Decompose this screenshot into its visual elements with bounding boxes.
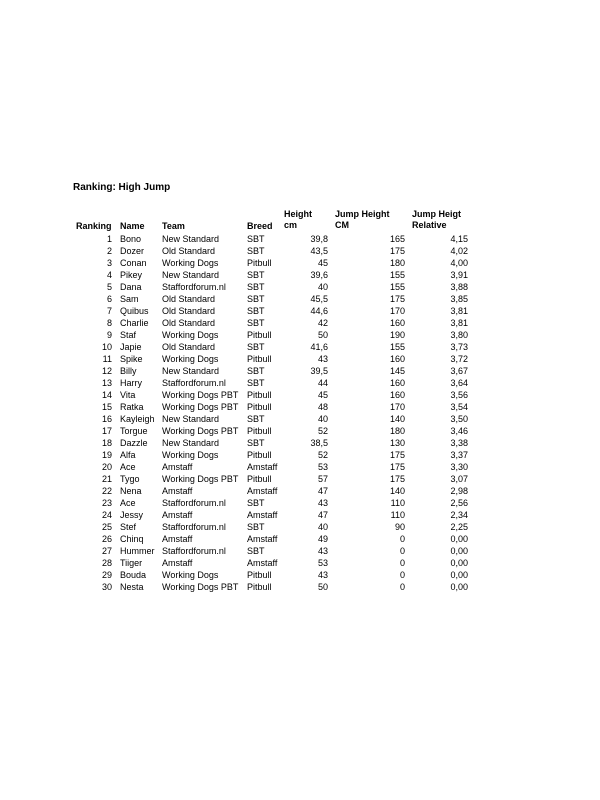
- cell-team: Amstaff: [162, 534, 193, 544]
- cell-jump-relative: 3,50: [450, 414, 468, 424]
- cell-team: Staffordforum.nl: [162, 378, 226, 388]
- table-row: [0, 449, 600, 461]
- cell-ranking: 5: [106, 282, 112, 292]
- cell-team: New Standard: [162, 414, 220, 424]
- cell-height: 49: [317, 534, 328, 544]
- cell-jump-height: 175: [389, 294, 405, 304]
- cell-breed: SBT: [247, 306, 265, 316]
- cell-team: New Standard: [162, 234, 220, 244]
- cell-height: 48: [317, 402, 328, 412]
- table-row: [0, 497, 600, 509]
- table-row: [0, 269, 600, 281]
- cell-height: 39,6: [310, 270, 328, 280]
- table-row: [0, 473, 600, 485]
- cell-team: New Standard: [162, 366, 220, 376]
- table-row: [0, 545, 600, 557]
- cell-name: Tiiger: [120, 558, 143, 568]
- cell-name: Ace: [120, 462, 136, 472]
- table-row: [0, 341, 600, 353]
- cell-ranking: 9: [106, 330, 112, 340]
- cell-breed: Amstaff: [247, 534, 278, 544]
- table-row: [0, 401, 600, 413]
- cell-team: Working Dogs PBT: [162, 402, 239, 412]
- cell-jump-height: 175: [389, 474, 405, 484]
- table-row: [0, 485, 600, 497]
- table-row: [0, 521, 600, 533]
- cell-name: Billy: [120, 366, 137, 376]
- cell-name: Ace: [120, 498, 136, 508]
- header-height-line2: cm: [284, 220, 298, 230]
- cell-name: Nena: [120, 486, 142, 496]
- cell-breed: Pitbull: [247, 390, 272, 400]
- cell-breed: SBT: [247, 270, 265, 280]
- cell-height: 43: [317, 354, 328, 364]
- cell-jump-height: 130: [389, 438, 405, 448]
- cell-jump-relative: 4,00: [450, 258, 468, 268]
- table-row: [0, 233, 600, 245]
- cell-height: 53: [317, 558, 328, 568]
- header-jump-line1: Jump Height: [335, 209, 390, 219]
- cell-jump-relative: 3,81: [450, 306, 468, 316]
- cell-jump-relative: 3,72: [450, 354, 468, 364]
- cell-ranking: 14: [101, 390, 112, 400]
- cell-name: Spike: [120, 354, 143, 364]
- cell-jump-relative: 3,54: [450, 402, 468, 412]
- cell-ranking: 25: [101, 522, 112, 532]
- ranking-table-body: [0, 233, 600, 593]
- cell-height: 40: [317, 522, 328, 532]
- cell-ranking: 10: [101, 342, 112, 352]
- cell-height: 41,6: [310, 342, 328, 352]
- cell-team: Working Dogs: [162, 450, 219, 460]
- cell-breed: Pitbull: [247, 426, 272, 436]
- cell-jump-height: 0: [399, 582, 405, 592]
- cell-team: Old Standard: [162, 318, 216, 328]
- cell-height: 53: [317, 462, 328, 472]
- cell-jump-relative: 0,00: [450, 546, 468, 556]
- cell-jump-relative: 0,00: [450, 558, 468, 568]
- cell-jump-relative: 0,00: [450, 582, 468, 592]
- cell-breed: SBT: [247, 438, 265, 448]
- cell-jump-height: 110: [390, 510, 405, 520]
- cell-team: Working Dogs PBT: [162, 582, 239, 592]
- cell-ranking: 16: [101, 414, 112, 424]
- table-row: [0, 425, 600, 437]
- cell-height: 47: [317, 486, 328, 496]
- cell-jump-height: 0: [399, 558, 405, 568]
- cell-team: Working Dogs: [162, 330, 219, 340]
- cell-breed: SBT: [247, 414, 265, 424]
- cell-jump-height: 145: [389, 366, 405, 376]
- cell-ranking: 1: [106, 234, 112, 244]
- cell-name: Torgue: [120, 426, 148, 436]
- cell-height: 42: [317, 318, 328, 328]
- cell-name: Chinq: [120, 534, 144, 544]
- cell-ranking: 27: [101, 546, 112, 556]
- cell-breed: SBT: [247, 234, 265, 244]
- cell-name: Staf: [120, 330, 137, 340]
- cell-jump-height: 180: [389, 426, 405, 436]
- cell-name: Vita: [120, 390, 136, 400]
- cell-name: Stef: [120, 522, 137, 532]
- cell-ranking: 3: [106, 258, 112, 268]
- cell-breed: SBT: [247, 498, 265, 508]
- cell-breed: Pitbull: [247, 582, 272, 592]
- cell-breed: Pitbull: [247, 474, 272, 484]
- table-row: [0, 293, 600, 305]
- cell-jump-height: 155: [389, 282, 405, 292]
- cell-ranking: 12: [101, 366, 112, 376]
- cell-jump-relative: 4,15: [450, 234, 468, 244]
- header-rel-line2: Relative: [412, 220, 447, 230]
- table-row: [0, 257, 600, 269]
- cell-breed: SBT: [247, 246, 265, 256]
- cell-ranking: 18: [101, 438, 112, 448]
- cell-name: Bono: [120, 234, 142, 244]
- cell-breed: SBT: [247, 522, 265, 532]
- cell-ranking: 17: [101, 426, 112, 436]
- cell-name: Bouda: [120, 570, 147, 580]
- cell-ranking: 4: [106, 270, 112, 280]
- cell-jump-height: 180: [389, 258, 405, 268]
- cell-jump-height: 190: [389, 330, 405, 340]
- cell-ranking: 20: [101, 462, 112, 472]
- cell-breed: Amstaff: [247, 462, 278, 472]
- cell-ranking: 22: [101, 486, 112, 496]
- cell-height: 39,5: [310, 366, 328, 376]
- table-row: [0, 377, 600, 389]
- cell-team: Old Standard: [162, 342, 216, 352]
- cell-breed: SBT: [247, 342, 265, 352]
- cell-jump-height: 160: [389, 318, 405, 328]
- cell-jump-height: 0: [399, 570, 405, 580]
- cell-breed: SBT: [247, 294, 265, 304]
- cell-height: 43: [317, 498, 328, 508]
- cell-ranking: 26: [101, 534, 112, 544]
- cell-breed: Amstaff: [247, 486, 278, 496]
- table-row: [0, 569, 600, 581]
- cell-jump-height: 175: [389, 450, 405, 460]
- cell-height: 45,5: [310, 294, 328, 304]
- cell-name: Sam: [120, 294, 139, 304]
- cell-height: 52: [317, 450, 328, 460]
- cell-team: Amstaff: [162, 462, 193, 472]
- cell-jump-height: 110: [390, 498, 405, 508]
- cell-team: Staffordforum.nl: [162, 282, 226, 292]
- cell-jump-relative: 3,38: [450, 438, 468, 448]
- header-name: Name: [120, 221, 145, 231]
- cell-team: Staffordforum.nl: [162, 522, 226, 532]
- table-row: [0, 329, 600, 341]
- cell-jump-relative: 2,34: [450, 510, 468, 520]
- table-row: [0, 533, 600, 545]
- table-row: [0, 317, 600, 329]
- cell-breed: SBT: [247, 318, 265, 328]
- header-height: [284, 209, 312, 231]
- table-row: [0, 461, 600, 473]
- cell-jump-relative: 3,91: [450, 270, 468, 280]
- table-row: [0, 353, 600, 365]
- table-row: [0, 509, 600, 521]
- cell-name: Conan: [120, 258, 147, 268]
- cell-name: Quibus: [120, 306, 149, 316]
- table-row: [0, 365, 600, 377]
- cell-team: Working Dogs PBT: [162, 426, 239, 436]
- cell-team: Working Dogs PBT: [162, 390, 239, 400]
- cell-jump-height: 90: [394, 522, 405, 532]
- cell-name: Dozer: [120, 246, 145, 256]
- cell-jump-height: 175: [389, 246, 405, 256]
- cell-height: 38,5: [310, 438, 328, 448]
- cell-team: Working Dogs PBT: [162, 474, 239, 484]
- cell-height: 50: [317, 582, 328, 592]
- cell-ranking: 23: [101, 498, 112, 508]
- cell-jump-relative: 3,56: [450, 390, 468, 400]
- table-row: [0, 413, 600, 425]
- header-jump-line2: CM: [335, 220, 349, 230]
- table-row: [0, 389, 600, 401]
- cell-jump-height: 160: [389, 378, 405, 388]
- cell-jump-relative: 2,25: [450, 522, 468, 532]
- cell-jump-height: 0: [399, 546, 405, 556]
- page-title: Ranking: High Jump: [73, 182, 171, 193]
- cell-ranking: 15: [101, 402, 112, 412]
- cell-height: 44,6: [310, 306, 328, 316]
- cell-jump-relative: 3,85: [450, 294, 468, 304]
- cell-ranking: 21: [101, 474, 112, 484]
- cell-breed: Pitbull: [247, 402, 272, 412]
- cell-breed: Amstaff: [247, 558, 278, 568]
- cell-height: 43: [317, 570, 328, 580]
- cell-height: 43,5: [310, 246, 328, 256]
- cell-ranking: 19: [101, 450, 112, 460]
- cell-height: 50: [317, 330, 328, 340]
- table-row: [0, 281, 600, 293]
- cell-breed: Pitbull: [247, 570, 272, 580]
- cell-jump-height: 170: [389, 306, 405, 316]
- cell-height: 52: [317, 426, 328, 436]
- cell-jump-height: 140: [389, 414, 405, 424]
- table-row: [0, 557, 600, 569]
- cell-jump-height: 155: [389, 270, 405, 280]
- cell-jump-height: 140: [389, 486, 405, 496]
- cell-name: Dana: [120, 282, 142, 292]
- cell-team: Working Dogs: [162, 570, 219, 580]
- cell-jump-height: 170: [389, 402, 405, 412]
- cell-breed: Pitbull: [247, 258, 272, 268]
- cell-team: Staffordforum.nl: [162, 546, 226, 556]
- cell-ranking: 29: [101, 570, 112, 580]
- table-row: [0, 437, 600, 449]
- cell-jump-relative: 3,88: [450, 282, 468, 292]
- cell-breed: Amstaff: [247, 510, 278, 520]
- cell-jump-relative: 3,07: [450, 474, 468, 484]
- cell-name: Hummer: [120, 546, 155, 556]
- header-breed: Breed: [247, 221, 273, 231]
- cell-height: 40: [317, 414, 328, 424]
- cell-breed: SBT: [247, 546, 265, 556]
- cell-jump-relative: 3,30: [450, 462, 468, 472]
- cell-team: Old Standard: [162, 294, 216, 304]
- cell-height: 57: [317, 474, 328, 484]
- cell-breed: Pitbull: [247, 354, 272, 364]
- cell-height: 45: [317, 390, 328, 400]
- cell-jump-relative: 4,02: [450, 246, 468, 256]
- header-height-line1: Height: [284, 209, 312, 219]
- cell-jump-height: 0: [399, 534, 405, 544]
- cell-breed: SBT: [247, 378, 265, 388]
- cell-team: New Standard: [162, 270, 220, 280]
- cell-team: New Standard: [162, 438, 220, 448]
- cell-team: Working Dogs: [162, 354, 219, 364]
- cell-name: Tygo: [120, 474, 140, 484]
- cell-jump-relative: 3,73: [450, 342, 468, 352]
- cell-name: Kayleigh: [120, 414, 155, 424]
- cell-height: 47: [317, 510, 328, 520]
- table-row: [0, 305, 600, 317]
- cell-height: 40: [317, 282, 328, 292]
- header-jump-height: [335, 209, 390, 231]
- header-jump-relative: [412, 209, 461, 231]
- cell-jump-relative: 3,80: [450, 330, 468, 340]
- cell-ranking: 2: [106, 246, 112, 256]
- header-rel-line1: Jump Heigt: [412, 209, 462, 219]
- cell-jump-height: 175: [389, 462, 405, 472]
- cell-jump-relative: 0,00: [450, 534, 468, 544]
- cell-team: Working Dogs: [162, 258, 219, 268]
- cell-height: 45: [317, 258, 328, 268]
- cell-jump-height: 160: [389, 354, 405, 364]
- cell-team: Amstaff: [162, 510, 193, 520]
- cell-jump-relative: 2,56: [450, 498, 468, 508]
- cell-ranking: 24: [101, 510, 112, 520]
- cell-name: Jessy: [120, 510, 144, 520]
- cell-jump-height: 155: [389, 342, 405, 352]
- cell-height: 44: [317, 378, 328, 388]
- cell-breed: Pitbull: [247, 330, 272, 340]
- cell-name: Charlie: [120, 318, 149, 328]
- cell-name: Alfa: [120, 450, 136, 460]
- cell-ranking: 8: [106, 318, 112, 328]
- cell-name: Harry: [120, 378, 142, 388]
- cell-jump-relative: 3,81: [450, 318, 468, 328]
- cell-team: Amstaff: [162, 486, 193, 496]
- cell-name: Ratka: [120, 402, 144, 412]
- header-team: Team: [162, 221, 185, 231]
- cell-jump-relative: 3,64: [450, 378, 468, 388]
- cell-breed: SBT: [247, 282, 265, 292]
- cell-jump-relative: 0,00: [450, 570, 468, 580]
- cell-name: Pikey: [120, 270, 143, 280]
- cell-breed: Pitbull: [247, 450, 272, 460]
- cell-jump-relative: 3,46: [450, 426, 468, 436]
- cell-jump-relative: 3,67: [450, 366, 468, 376]
- cell-height: 43: [317, 546, 328, 556]
- cell-ranking: 30: [101, 582, 112, 592]
- cell-team: Old Standard: [162, 306, 216, 316]
- cell-name: Japie: [120, 342, 142, 352]
- cell-jump-height: 160: [389, 390, 405, 400]
- cell-team: Staffordforum.nl: [162, 498, 226, 508]
- header-ranking: Ranking: [76, 221, 112, 231]
- cell-name: Dazzle: [120, 438, 148, 448]
- cell-name: Nesta: [120, 582, 144, 592]
- cell-breed: SBT: [247, 366, 265, 376]
- cell-ranking: 28: [101, 558, 112, 568]
- cell-jump-height: 165: [389, 234, 405, 244]
- cell-ranking: 11: [102, 354, 112, 364]
- cell-jump-relative: 3,37: [450, 450, 468, 460]
- cell-team: Old Standard: [162, 246, 216, 256]
- cell-height: 39,8: [310, 234, 328, 244]
- cell-jump-relative: 2,98: [450, 486, 468, 496]
- cell-ranking: 13: [101, 378, 112, 388]
- cell-ranking: 7: [106, 306, 112, 316]
- table-row: [0, 581, 600, 593]
- cell-team: Amstaff: [162, 558, 193, 568]
- table-row: [0, 245, 600, 257]
- cell-ranking: 6: [106, 294, 112, 304]
